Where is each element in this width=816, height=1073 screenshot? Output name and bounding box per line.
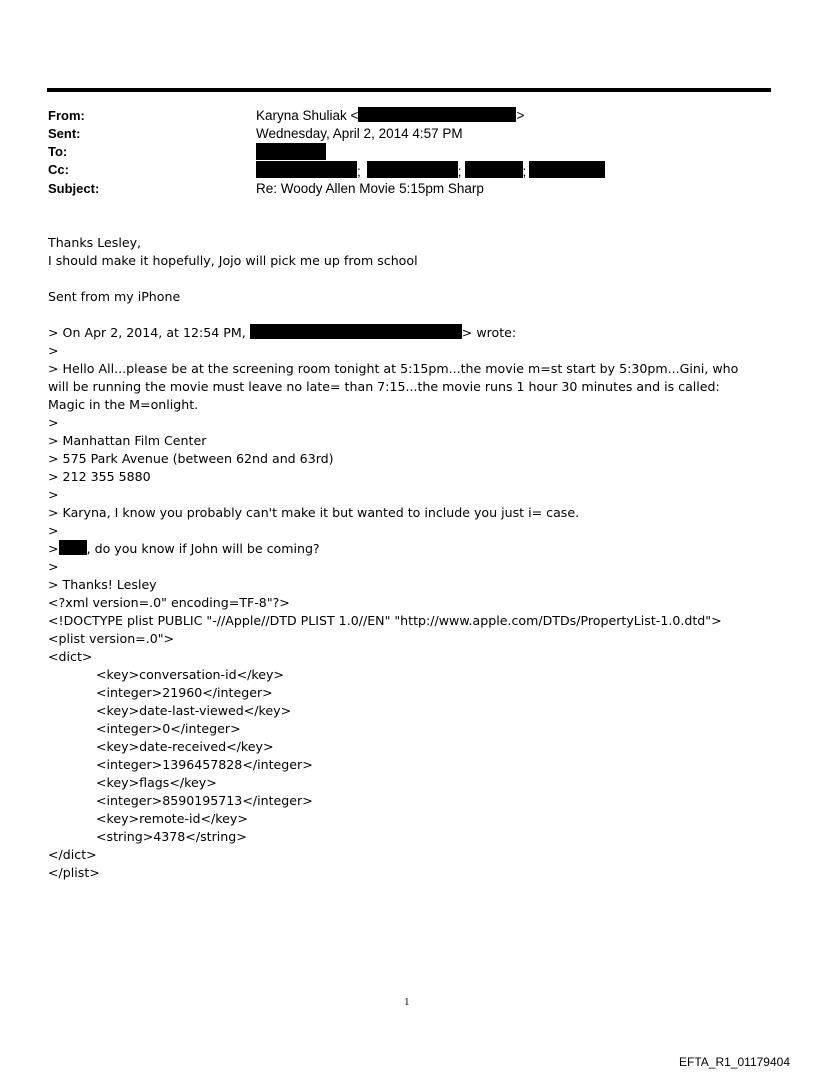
body-line: Sent from my iPhone xyxy=(48,289,181,304)
quote-marker: > xyxy=(48,541,59,556)
subject-label: Subject: xyxy=(48,181,100,196)
xml-line: <dict> xyxy=(48,649,93,664)
xml-line: </dict> xyxy=(48,847,97,862)
quoted-line: > xyxy=(48,343,59,358)
sent-value: Wednesday, April 2, 2014 4:57 PM xyxy=(256,126,463,141)
from-name: Karyna Shuliak < xyxy=(256,108,359,123)
sent-label: Sent: xyxy=(48,126,81,141)
xml-line: <key>remote-id</key> xyxy=(96,811,248,826)
subject-value: Re: Woody Allen Movie 5:15pm Sharp xyxy=(256,181,484,196)
quoted-line xyxy=(48,324,748,342)
bates-number: EFTA_R1_01179404 xyxy=(679,1055,790,1069)
message-body xyxy=(48,234,748,882)
body-line: I should make it hopefully, Jojo will pick me up from school xyxy=(48,253,418,268)
cc-separator: ; xyxy=(357,164,361,179)
quoted-paragraph: > Hello All...please be at the screening room tonight at 5:15pm...the movie m=st start by 5:30pm...Gini, who will be running the movie must leave no late= than 7:15...the movie runs 1 hour 30 minutes and is called: Magic in the M=onlight. xyxy=(48,361,739,412)
redaction-block xyxy=(358,107,516,122)
xml-line: <key>conversation-id</key> xyxy=(96,667,284,682)
xml-line: <key>date-last-viewed</key> xyxy=(96,703,292,718)
cc-value xyxy=(256,161,605,181)
xml-line: <key>flags</key> xyxy=(96,775,217,790)
xml-line: <plist version=.0"> xyxy=(48,631,175,646)
redaction-block xyxy=(367,161,458,178)
quoted-question: , do you know if John will be coming? xyxy=(86,541,320,556)
quoted-line: > Thanks! Lesley xyxy=(48,577,157,592)
redaction-block xyxy=(529,161,605,178)
page-number: 1 xyxy=(404,996,410,1008)
redaction-block xyxy=(465,161,523,178)
xml-line: <integer>21960</integer> xyxy=(96,685,273,700)
from-close: > xyxy=(516,108,525,123)
from-value xyxy=(256,107,524,125)
quoted-line: > Karyna, I know you probably can't make it but wanted to include you just i= case. xyxy=(48,505,580,520)
redaction-block xyxy=(59,540,87,555)
xml-line: <integer>1396457828</integer> xyxy=(96,757,313,772)
redaction-block xyxy=(256,143,326,160)
to-value xyxy=(256,143,326,163)
quoted-line xyxy=(48,540,748,558)
cc-label: Cc: xyxy=(48,162,69,177)
body-line: Thanks Lesley, xyxy=(48,235,142,250)
redaction-block xyxy=(256,161,357,178)
xml-line: <key>date-received</key> xyxy=(96,739,274,754)
xml-line: <integer>8590195713</integer> xyxy=(96,793,313,808)
quote-attribution: > On Apr 2, 2014, at 12:54 PM, xyxy=(48,325,246,340)
cc-separator: ; xyxy=(457,164,462,179)
quoted-line: > xyxy=(48,559,59,574)
header-rule xyxy=(47,88,771,92)
quote-wrote: > wrote: xyxy=(461,325,517,340)
xml-line: <integer>0</integer> xyxy=(96,721,241,736)
quoted-line: > 212 355 5880 xyxy=(48,469,151,484)
xml-line: </plist> xyxy=(48,865,100,880)
quoted-line: > xyxy=(48,523,59,538)
from-label: From: xyxy=(48,108,85,123)
xml-line: <?xml version=.0" encoding=TF-8"?> xyxy=(48,595,290,610)
xml-line: <!DOCTYPE plist PUBLIC "-//Apple//DTD PLIST 1.0//EN" "http://www.apple.com/DTDs/PropertyList-1.0.dtd"> xyxy=(48,613,722,628)
quoted-line: > xyxy=(48,487,59,502)
cc-separator: ; xyxy=(522,164,527,179)
redaction-block xyxy=(250,324,462,339)
quoted-line: > Manhattan Film Center xyxy=(48,433,207,448)
xml-line: <string>4378</string> xyxy=(96,829,247,844)
quoted-line: > xyxy=(48,415,59,430)
to-label: To: xyxy=(48,144,68,159)
quoted-line: > 575 Park Avenue (between 62nd and 63rd) xyxy=(48,451,334,466)
